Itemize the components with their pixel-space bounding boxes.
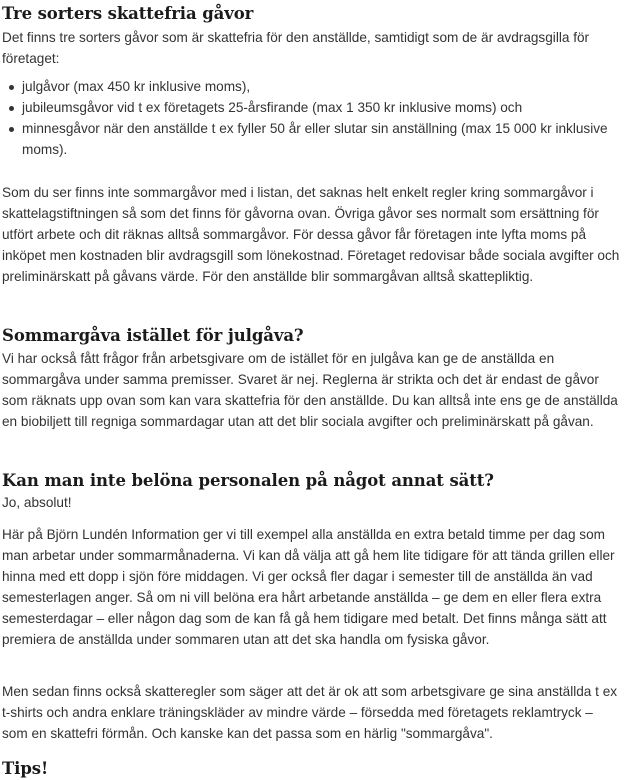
section-heading-tax-free-gifts: Tre sorters skattefria gåvor <box>2 4 254 23</box>
next-section-heading-partial: Tips! <box>2 759 49 778</box>
company-example-paragraph: Här på Björn Lundén Information ger vi till exempel alla anställda en extra betald timme per dag som man arbetar under sommarmånaderna. Vi kan då välja att gå hem lite tidigare för att tända grillen eller hinna med ett dopp i sjön före middagen. Vi ger också fler dagar i semester till de anställda än vad semesterlagen anger. Så om ni vill belöna era hårt arbetande anställda – ge dem en eller flera extra semesterdagar – eller någon dag som de kan få gå hem tidigare med betalt. Det finns många sätt att premiera de anställda under sommaren utan att det ska handla om fysiska gåvor. <box>2 527 615 647</box>
summer-instead-paragraph: Vi har också fått frågor från arbetsgivare om de istället för en julgåva kan ge de anställda en sommargåva under samma premisser. Svaret är nej. Reglerna är strikta och det är endast de gåvor som räknats upp ovan som kan vara skattefria för den anställde. Du kan alltså inte ens ge de anställda en biobiljett till regniga sommardagar utan att det blir sociala avgifter och preliminärskatt på gåvan. <box>2 351 618 429</box>
list-item-memorial-gifts: minnesgåvor när den anställde t ex fyller 50 år eller slutar sin anställning (max 15 000 kr inklusive moms). <box>22 118 620 160</box>
section-heading-reward-staff: Kan man inte belöna personalen på något annat sätt? <box>2 471 494 490</box>
list-item-christmas-gifts: julgåvor (max 450 kr inklusive moms), <box>22 76 620 97</box>
gift-types-list <box>2 76 620 160</box>
list-item-anniversary-gifts: jubileumsgåvor vid t ex företagets 25-årsfirande (max 1 350 kr inklusive moms) och <box>22 97 620 118</box>
answer-paragraph: Jo, absolut! <box>2 495 72 510</box>
section-heading-summer-instead-of-christmas: Sommargåva istället för julgåva? <box>2 326 304 345</box>
tax-rules-paragraph: Men sedan finns också skatteregler som säger att det är ok att som arbetsgivare ge sina anställda t ex t-shirts och andra enklare träningskläder av mindre värde – försedda med företagets reklamtryck – som en skattefri förmån. Och kanske kan det passa som en härlig "sommargåva". <box>2 684 618 741</box>
intro-paragraph: Det finns tre sorters gåvor som är skattefria för den anställde, samtidigt som de är avdragsgilla för företaget: <box>2 30 590 66</box>
summer-gifts-paragraph: Som du ser finns inte sommargåvor med i listan, det saknas helt enkelt regler kring sommargåvor i skattelagstiftningen så som det finns för gåvorna ovan. Övriga gåvor ses normalt som ersättning för utfört arbete och dit räknas alltså sommargåvor. För dessa gåvor får företagen inte lyfta moms på inköpet men kostnaden blir avdragsgill som lönekostnad. Företaget redovisar både sociala avgifter och preliminärskatt på gåvans värde. För den anställde blir sommargåvan alltså skattepliktig. <box>2 185 620 284</box>
